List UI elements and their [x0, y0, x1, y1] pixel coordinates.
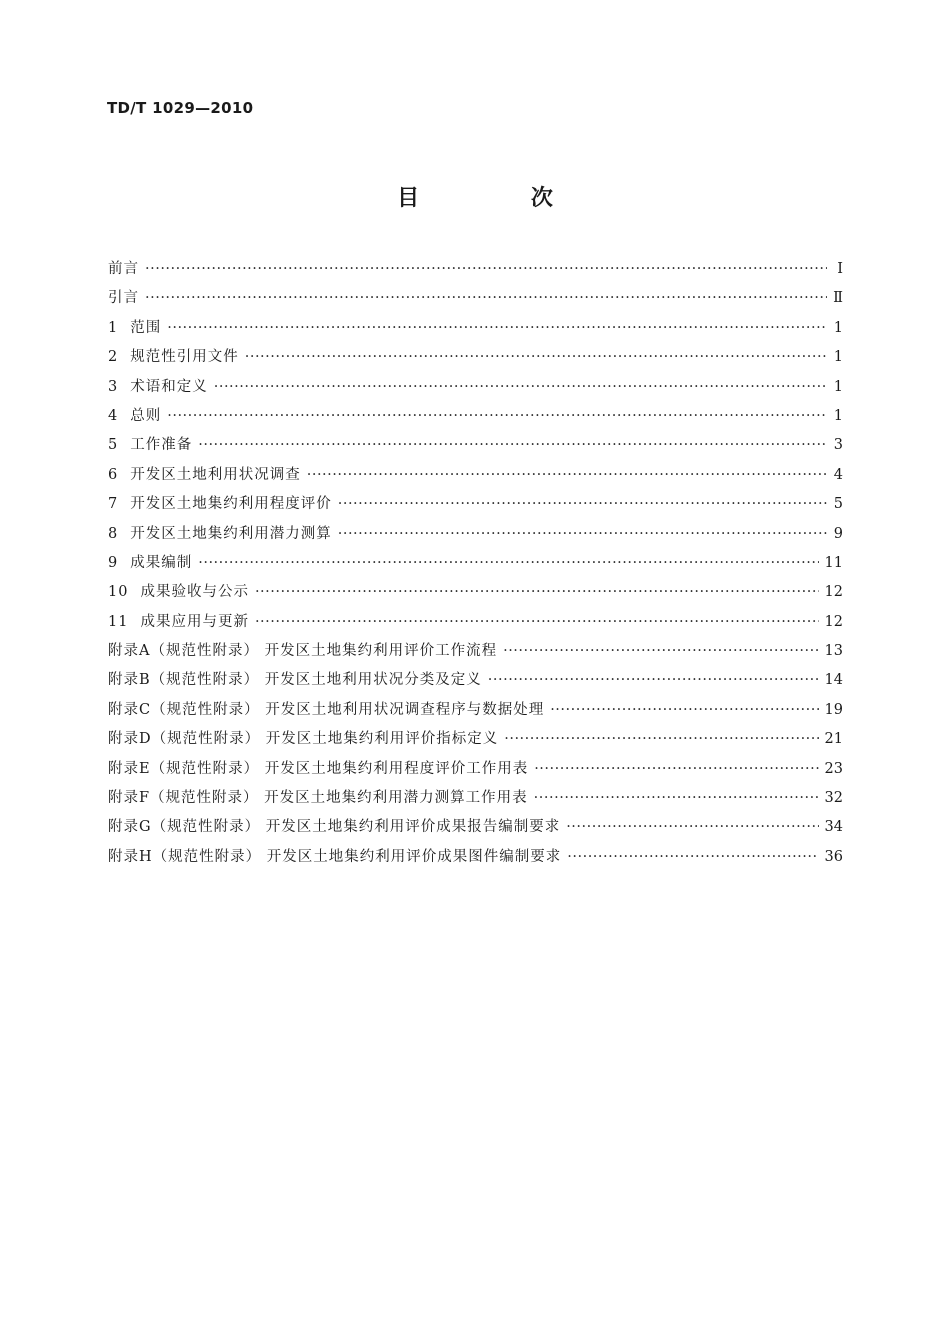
toc-leader-dots [338, 520, 827, 549]
toc-page-number: 1 [833, 378, 843, 395]
toc-entry-title [108, 343, 245, 372]
toc-entry-number: 11 [108, 613, 129, 630]
toc-leader-dots [534, 784, 819, 813]
toc-entry[interactable] [108, 520, 843, 549]
toc-entry-label: 附录G（规范性附录） 开发区土地集约利用评价成果报告编制要求 [108, 819, 561, 836]
toc-entry[interactable] [108, 373, 843, 402]
toc-entry-title [108, 813, 566, 842]
toc-entry[interactable] [108, 549, 843, 578]
toc-page-number: 13 [824, 643, 843, 660]
toc-entry[interactable] [108, 284, 843, 313]
toc-entry-label: 附录F（规范性附录） 开发区土地集约利用潜力测算工作用表 [108, 790, 528, 807]
toc-entry[interactable] [108, 813, 843, 842]
toc-entry-title [108, 373, 214, 402]
toc-leader-dots [504, 725, 818, 754]
toc-entry-title [108, 284, 145, 313]
toc-page-number: 1 [833, 349, 843, 366]
toc-leader-dots [167, 314, 827, 343]
toc-leader-dots [255, 608, 819, 637]
toc-entry-label: 开发区土地集约利用程度评价 [130, 496, 332, 513]
toc-entry-label: 引言 [108, 290, 139, 307]
toc-entry[interactable] [108, 696, 843, 725]
toc-entry-number: 5 [108, 437, 119, 454]
toc-entry-number: 4 [108, 407, 119, 424]
toc-entry-number: 9 [108, 554, 119, 571]
toc-leader-dots [255, 578, 819, 607]
table-of-contents [108, 255, 843, 872]
page-title: 目 次 [397, 186, 605, 211]
toc-entry[interactable] [108, 843, 843, 872]
toc-entry-title [108, 431, 198, 460]
toc-entry-label: 附录H（规范性附录） 开发区土地集约利用评价成果图件编制要求 [108, 848, 562, 865]
toc-entry-label: 附录E（规范性附录） 开发区土地集约利用程度评价工作用表 [108, 760, 529, 777]
toc-page-number: 1 [833, 407, 843, 424]
toc-entry-title [108, 255, 145, 284]
toc-leader-dots [145, 255, 827, 284]
toc-entry[interactable] [108, 314, 843, 343]
toc-entry[interactable] [108, 431, 843, 460]
toc-entry-number: 8 [108, 525, 119, 542]
toc-page-number: 9 [833, 525, 843, 542]
toc-page-number: Ⅱ [833, 290, 843, 307]
toc-entry-label: 成果编制 [130, 554, 193, 571]
toc-page-number: 3 [833, 437, 843, 454]
toc-page-number: 19 [824, 701, 843, 718]
toc-entry-title [108, 461, 307, 490]
toc-entry[interactable] [108, 461, 843, 490]
toc-entry-title [108, 608, 255, 637]
toc-leader-dots [214, 373, 827, 402]
toc-entry-label: 前言 [108, 261, 139, 277]
toc-entry-number: 3 [108, 378, 119, 395]
toc-entry[interactable] [108, 755, 843, 784]
toc-entry-label: 成果验收与公示 [140, 584, 249, 601]
toc-leader-dots [488, 666, 819, 695]
toc-leader-dots [338, 490, 827, 519]
toc-page-number: 23 [824, 760, 843, 777]
toc-entry-title [108, 490, 338, 519]
toc-entry-label: 附录A（规范性附录） 开发区土地集约利用评价工作流程 [108, 643, 498, 660]
toc-entry-label: 术语和定义 [130, 378, 208, 395]
toc-entry-label: 开发区土地利用状况调查 [130, 466, 301, 483]
toc-entry[interactable] [108, 608, 843, 637]
toc-entry[interactable] [108, 666, 843, 695]
toc-page-number: 32 [824, 790, 843, 807]
toc-page-number: 4 [833, 466, 843, 483]
toc-entry-label: 总则 [130, 407, 162, 424]
toc-entry[interactable] [108, 343, 843, 372]
toc-entry-label: 工作准备 [130, 437, 193, 454]
toc-page-number: 12 [824, 584, 843, 601]
toc-entry-label: 附录B（规范性附录） 开发区土地利用状况分类及定义 [108, 672, 482, 689]
toc-page-number: 11 [824, 554, 843, 571]
toc-leader-dots [567, 843, 818, 872]
toc-entry-title [108, 520, 338, 549]
toc-page-number: 36 [824, 848, 843, 865]
toc-entry[interactable] [108, 255, 843, 284]
toc-entry[interactable] [108, 637, 843, 666]
toc-leader-dots [534, 755, 818, 784]
toc-leader-dots [503, 637, 818, 666]
toc-entry-number: 1 [108, 319, 119, 336]
toc-entry[interactable] [108, 490, 843, 519]
toc-entry-label: 成果应用与更新 [140, 613, 249, 630]
toc-page-number: Ⅰ [837, 261, 843, 277]
toc-entry-title [108, 666, 488, 695]
toc-entry-title [108, 637, 503, 666]
toc-entry-number: 7 [108, 496, 119, 513]
toc-entry-label: 范围 [130, 319, 162, 336]
toc-page-number: 21 [824, 731, 843, 748]
document-code: TD/T 1029—2010 [107, 99, 254, 117]
toc-entry-number: 6 [108, 466, 119, 483]
toc-entry-title [108, 725, 504, 754]
toc-entry-title [108, 696, 550, 725]
toc-page-number: 12 [824, 613, 843, 630]
toc-leader-dots [198, 549, 818, 578]
toc-leader-dots [167, 402, 827, 431]
toc-page-number: 5 [833, 496, 843, 513]
toc-leader-dots [198, 431, 827, 460]
toc-entry-title [108, 314, 167, 343]
toc-leader-dots [566, 813, 818, 842]
toc-leader-dots [307, 461, 827, 490]
toc-entry-title [108, 402, 167, 431]
toc-entry-title [108, 578, 255, 607]
toc-entry-title [108, 843, 567, 872]
toc-entry-number: 2 [108, 349, 119, 366]
toc-entry-label: 开发区土地集约利用潜力测算 [130, 525, 332, 542]
toc-entry-number: 10 [108, 584, 129, 601]
toc-entry-title [108, 755, 534, 784]
toc-entry[interactable] [108, 725, 843, 754]
toc-leader-dots [145, 284, 827, 313]
toc-entry-label: 附录C（规范性附录） 开发区土地利用状况调查程序与数据处理 [108, 701, 545, 718]
toc-entry-label: 规范性引用文件 [130, 349, 239, 366]
toc-entry-label: 附录D（规范性附录） 开发区土地集约利用评价指标定义 [108, 731, 499, 748]
toc-leader-dots [550, 696, 818, 725]
toc-leader-dots [245, 343, 827, 372]
toc-entry[interactable] [108, 784, 843, 813]
toc-entry[interactable] [108, 578, 843, 607]
toc-page-number: 14 [824, 672, 843, 689]
toc-page-number: 1 [833, 319, 843, 336]
toc-entry-title [108, 549, 198, 578]
toc-page-number: 34 [824, 819, 843, 836]
toc-entry-title [108, 784, 534, 813]
toc-entry[interactable] [108, 402, 843, 431]
